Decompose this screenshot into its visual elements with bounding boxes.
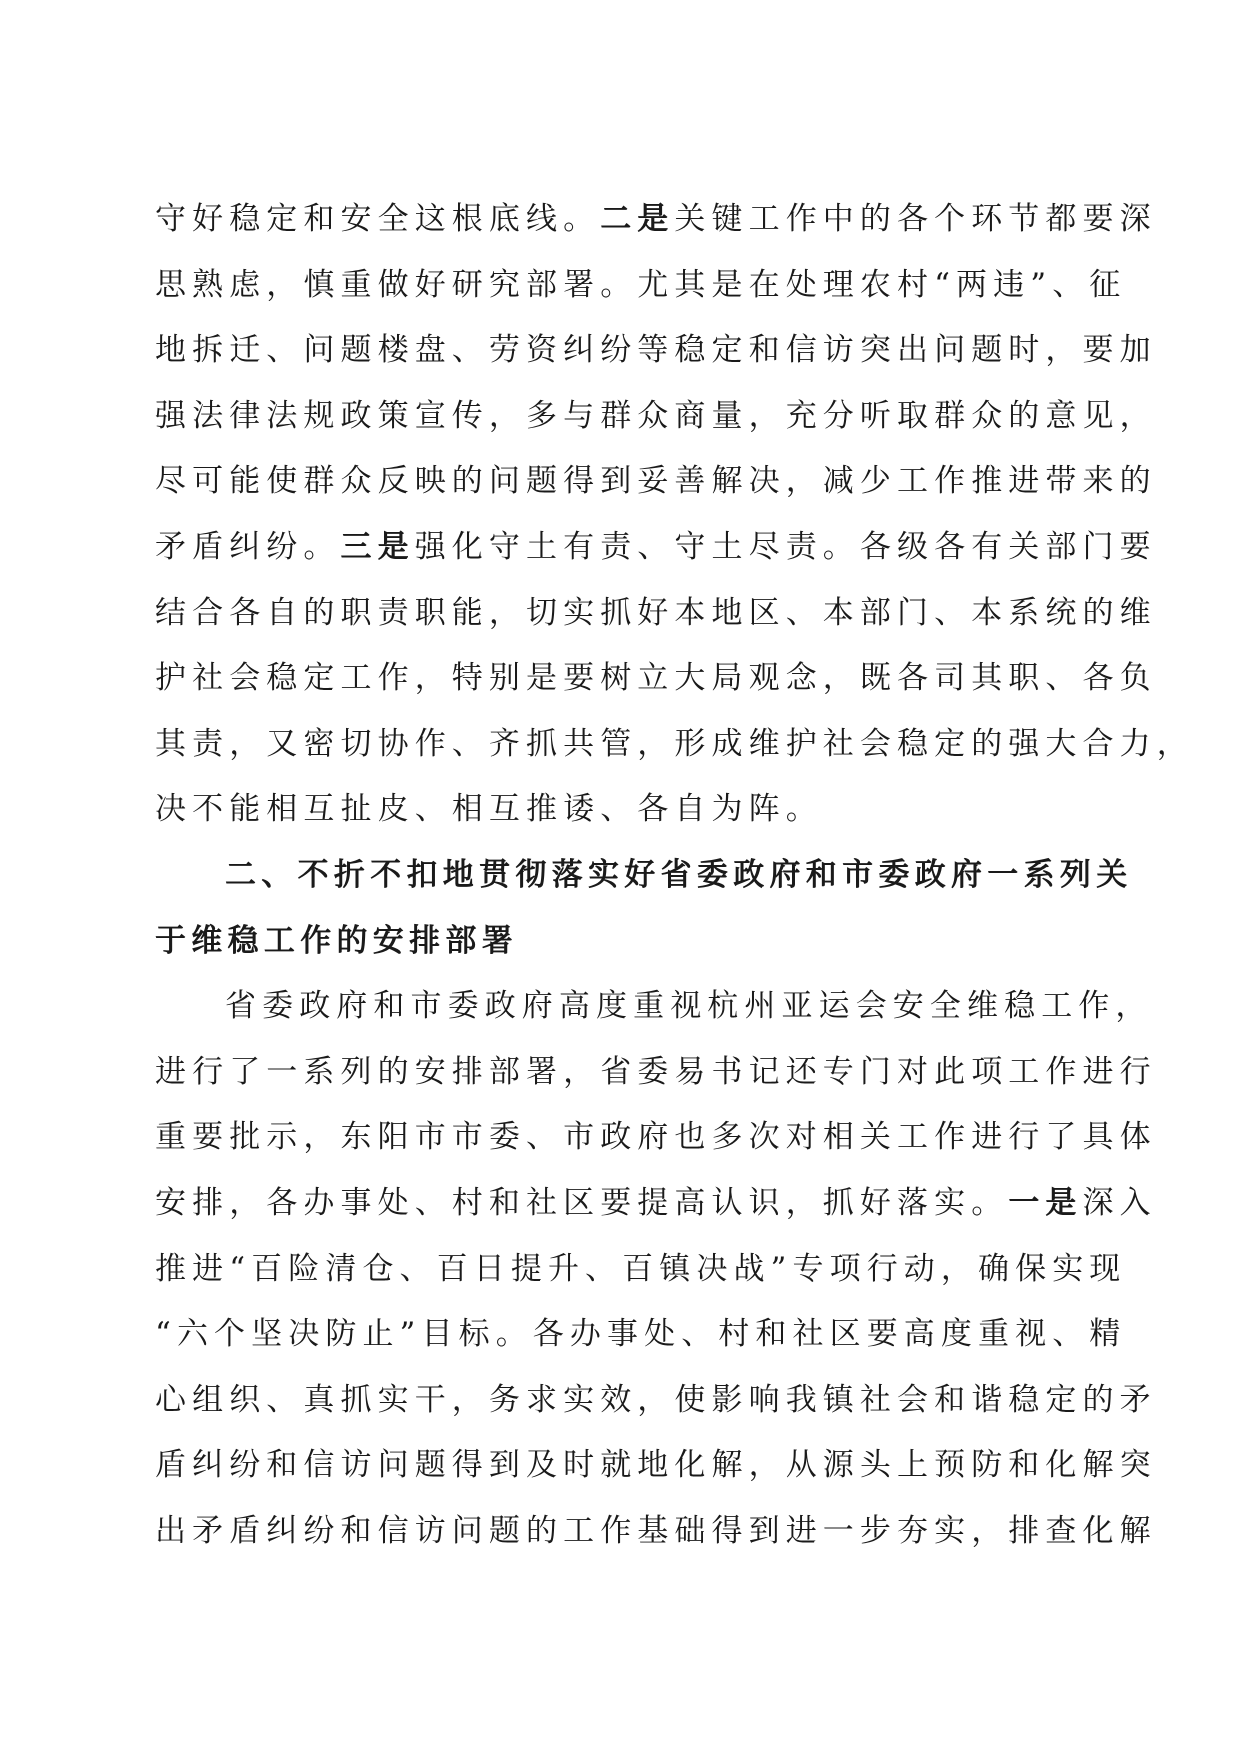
text-line: 推进“百险清仓、百日提升、百镇决战”专项行动，确保实现 bbox=[155, 1250, 1127, 1287]
enumeration-marker: 一是 bbox=[1008, 1184, 1083, 1221]
text-line: 心组织、真抓实干，务求实效，使影响我镇社会和谐稳定的矛 bbox=[155, 1381, 1157, 1418]
section-heading: 于维稳工作的安排部署 bbox=[155, 922, 518, 959]
text-line: 盾纠纷和信访问题得到及时就地化解，从源头上预防和化解突 bbox=[155, 1447, 1157, 1484]
text-line bbox=[155, 187, 1157, 253]
text-line: “六个坚决防止”目标。各办事处、村和社区要高度重视、精 bbox=[155, 1316, 1127, 1353]
text-run: 关键工作中的各个环节都要深 bbox=[674, 201, 1157, 237]
text-line: 护社会稳定工作，特别是要树立大局观念，既各司其职、各负 bbox=[155, 660, 1157, 697]
text-line: 省委政府和市委政府高度重视杭州亚运会安全维稳工作， bbox=[225, 988, 1153, 1025]
enumeration-marker: 二是 bbox=[600, 201, 675, 237]
text-run: 守好稳定和安全这根底线。 bbox=[155, 201, 601, 237]
text-run: 深入 bbox=[1082, 1184, 1157, 1221]
text-line: 决不能相互扯皮、相互推诿、各自为阵。 bbox=[155, 791, 823, 828]
text-line: 进行了一系列的安排部署，省委易书记还专门对此项工作进行 bbox=[155, 1053, 1157, 1090]
text-line: 地拆迁、问题楼盘、劳资纠纷等稳定和信访突出问题时，要加 bbox=[155, 332, 1157, 369]
text-line: 重要批示，东阳市市委、市政府也多次对相关工作进行了具体 bbox=[155, 1119, 1157, 1156]
text-line: 强法律法规政策宣传，多与群众商量，充分听取群众的意见， bbox=[155, 397, 1157, 434]
section-heading: 二、不折不扣地贯彻落实好省委政府和市委政府一系列关 bbox=[225, 856, 1133, 893]
text-run: 强化守土有责、守土尽责。各级各有关部门要 bbox=[414, 528, 1157, 565]
text-run: 安排，各办事处、村和社区要提高认识，抓好落实。 bbox=[155, 1184, 1009, 1221]
text-line bbox=[155, 515, 1157, 581]
text-line: 思熟虑，慎重做好研究部署。尤其是在处理农村“两违”、征 bbox=[155, 266, 1127, 303]
text-line: 尽可能使群众反映的问题得到妥善解决，减少工作推进带来的 bbox=[155, 463, 1157, 500]
text-line: 出矛盾纠纷和信访问题的工作基础得到进一步夯实，排查化解 bbox=[155, 1512, 1157, 1549]
text-run: 矛盾纠纷。 bbox=[155, 528, 341, 565]
text-line: 其责，又密切协作、齐抓共管，形成维护社会稳定的强大合力， bbox=[155, 725, 1194, 762]
text-line bbox=[155, 1171, 1157, 1237]
enumeration-marker: 三是 bbox=[340, 528, 415, 565]
text-line: 结合各自的职责职能，切实抓好本地区、本部门、本系统的维 bbox=[155, 594, 1157, 631]
document-body bbox=[155, 187, 1194, 1564]
